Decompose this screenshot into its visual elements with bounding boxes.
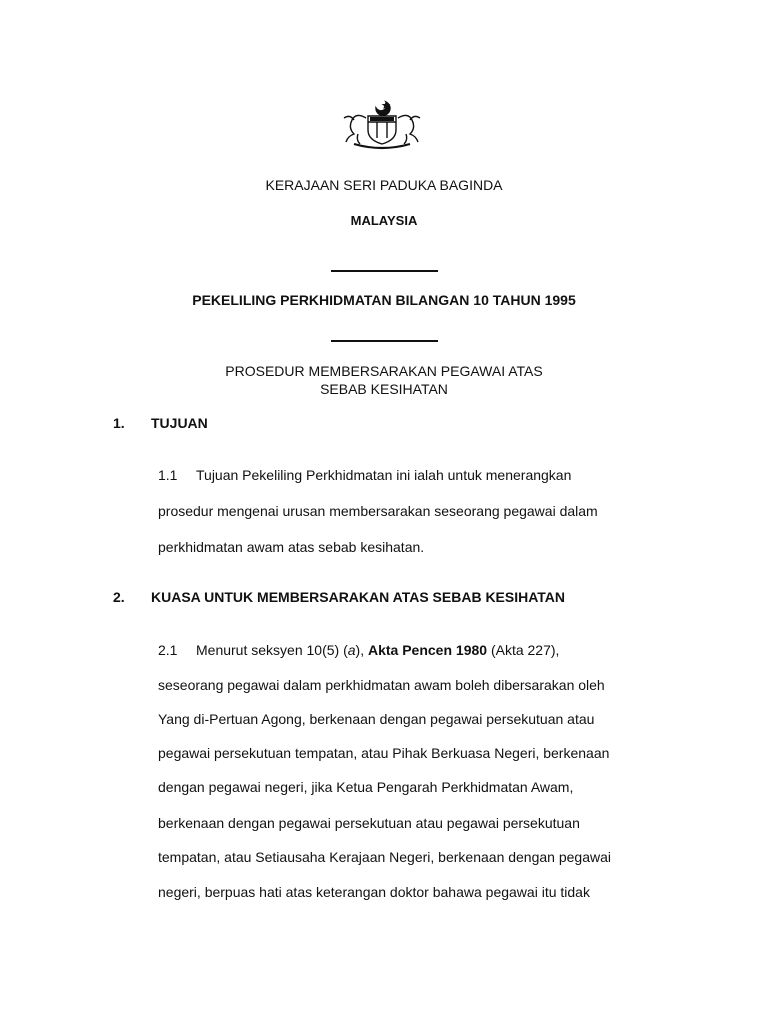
paragraph-line: pegawai persekutuan tempatan, atau Pihak Berkuasa Negeri, berkenaan xyxy=(158,745,610,761)
subject-line-1: PROSEDUR MEMBERSARAKAN PEGAWAI ATAS xyxy=(225,363,543,379)
paragraph-line: 1.1 Tujuan Pekeliling Perkhidmatan ini ialah untuk menerangkan xyxy=(158,467,572,483)
section-2-heading xyxy=(113,589,565,605)
divider-bottom xyxy=(331,340,438,342)
paragraph-number: 1.1 xyxy=(158,467,178,483)
paragraph-line: perkhidmatan awam atas sebab kesihatan. xyxy=(158,539,425,555)
section-number: 2. xyxy=(113,589,125,605)
circular-title: PEKELILING PERKHIDMATAN BILANGAN 10 TAHUN 1995 xyxy=(192,292,576,308)
section-title: TUJUAN xyxy=(151,415,208,431)
subject-line-2: SEBAB KESIHATAN xyxy=(320,381,448,397)
paragraph-line: tempatan, atau Setiausaha Kerajaan Negeri, berkenaan dengan pegawai xyxy=(158,849,611,865)
paragraph-line: seseorang pegawai dalam perkhidmatan awam boleh dibersarakan oleh xyxy=(158,677,605,693)
paragraph-line: negeri, berpuas hati atas keterangan doktor bahawa pegawai itu tidak xyxy=(158,884,590,900)
malaysia-coat-of-arms-icon xyxy=(340,98,424,150)
country-title: MALAYSIA xyxy=(350,213,418,228)
paragraph-line: berkenaan dengan pegawai persekutuan atau pegawai persekutuan xyxy=(158,815,580,831)
paragraph-line: Yang di-Pertuan Agong, berkenaan dengan pegawai persekutuan atau xyxy=(158,711,595,727)
paragraph-number: 2.1 xyxy=(158,642,178,658)
subject-title xyxy=(0,362,768,398)
government-title: KERAJAAN SERI PADUKA BAGINDA xyxy=(265,177,503,193)
act-name: Akta Pencen 1980 xyxy=(367,642,488,658)
paragraph-line: dengan pegawai negeri, jika Ketua Pengarah Perkhidmatan Awam, xyxy=(158,779,574,795)
section-title: KUASA UNTUK MEMBERSARAKAN ATAS SEBAB KESIHATAN xyxy=(151,589,566,605)
paragraph-line: prosedur mengenai urusan membersarakan seseorang pegawai dalam xyxy=(158,503,598,519)
section-number: 1. xyxy=(113,415,125,431)
section-1-heading xyxy=(113,415,208,431)
paragraph-line: 2.1 Menurut seksyen 10(5) (a), Akta Pencen 1980 (Akta 227), xyxy=(158,642,560,658)
divider-top xyxy=(331,270,438,272)
italic-text: a xyxy=(347,642,356,658)
